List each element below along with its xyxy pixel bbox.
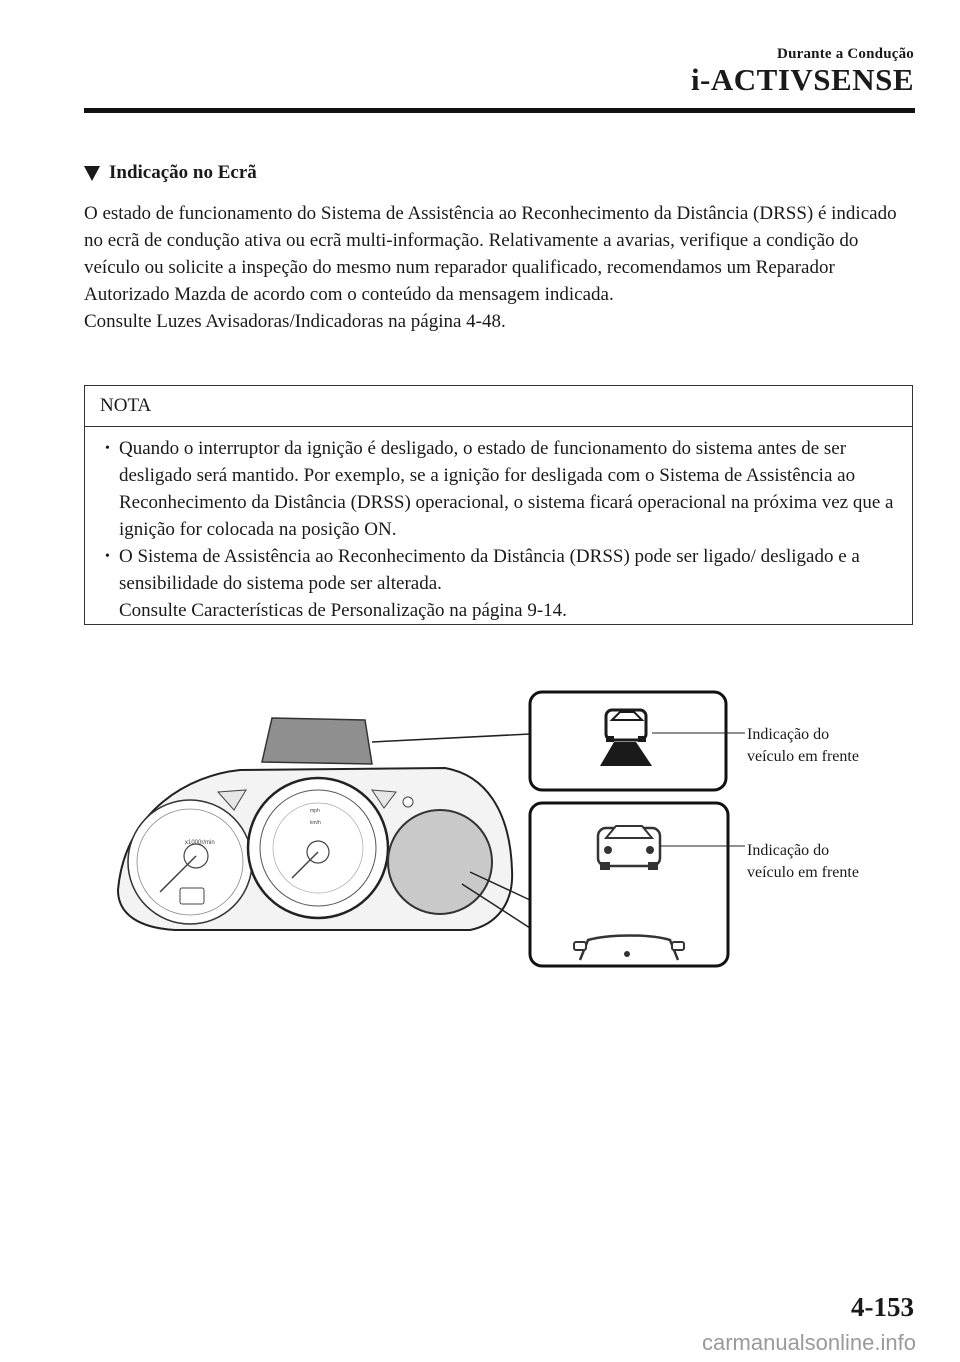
callout-vehicle-ahead-mid xyxy=(747,840,859,884)
subsection-heading-text: Indicação no Ecrã xyxy=(109,162,257,183)
callout-vehicle-ahead-add xyxy=(747,724,859,768)
multi-information-display xyxy=(388,810,492,914)
bullet-dot-icon: • xyxy=(105,441,110,456)
callout-line: Indicação do xyxy=(747,726,830,743)
bullet-dot-icon: • xyxy=(105,549,110,564)
speedometer-mph-label: mph xyxy=(310,808,320,814)
note-item-text: O Sistema de Assistência ao Reconhecimento da Distância (DRSS) pode ser ligado/ desligado e a sensibilidade do sistema pode ser alterada. Consulte Características de Personalização na página 9-14. xyxy=(119,546,860,621)
note-item-text: Quando o interruptor da ignição é desligado, o estado de funcionamento do sistema antes de ser desligado será mantido. Por exemplo, se a ignição for desligada com o Sistema de Assistência ao Reconhecimento da Distância (DRSS) operacional, o sistema ficará operacional na próxima vez que a ignição for colocada na posição ON. xyxy=(119,438,894,540)
page-number: 4-153 xyxy=(851,1292,914,1322)
watermark: carmanualsonline.info xyxy=(701,1330,916,1355)
callout-line: veículo em frente xyxy=(747,864,859,881)
active-driving-display xyxy=(262,718,372,764)
tachometer-unit-label: x1000r/min xyxy=(185,840,215,846)
note-title: NOTA xyxy=(85,386,912,427)
speedometer-kmh-label: km/h xyxy=(310,820,321,826)
section-title: i-ACTIVSENSE xyxy=(690,62,914,97)
body-reference: Consulte Luzes Avisadoras/Indicadoras na página 4-48. xyxy=(84,311,506,332)
chapter-title: Durante a Condução xyxy=(777,46,914,62)
vehicle-ahead-icon-mid xyxy=(598,826,660,870)
vehicle-ahead-icon-add xyxy=(600,710,652,766)
body-paragraph: O estado de funcionamento do Sistema de Assistência ao Reconhecimento da Distância (DRSS) é indicado no ecrã de condução ativa ou ecrã multi-informação. Relativamente a avarias, verifique a condição do veículo ou solicite a inspeção do mesmo num reparador qualificado, recomendamos um Reparador Autorizado Mazda de acordo com o conteúdo da mensagem indicada. xyxy=(84,203,897,305)
instrument-cluster xyxy=(118,768,512,930)
callout-line: veículo em frente xyxy=(747,748,859,765)
callout-line: Indicação do xyxy=(747,842,830,859)
